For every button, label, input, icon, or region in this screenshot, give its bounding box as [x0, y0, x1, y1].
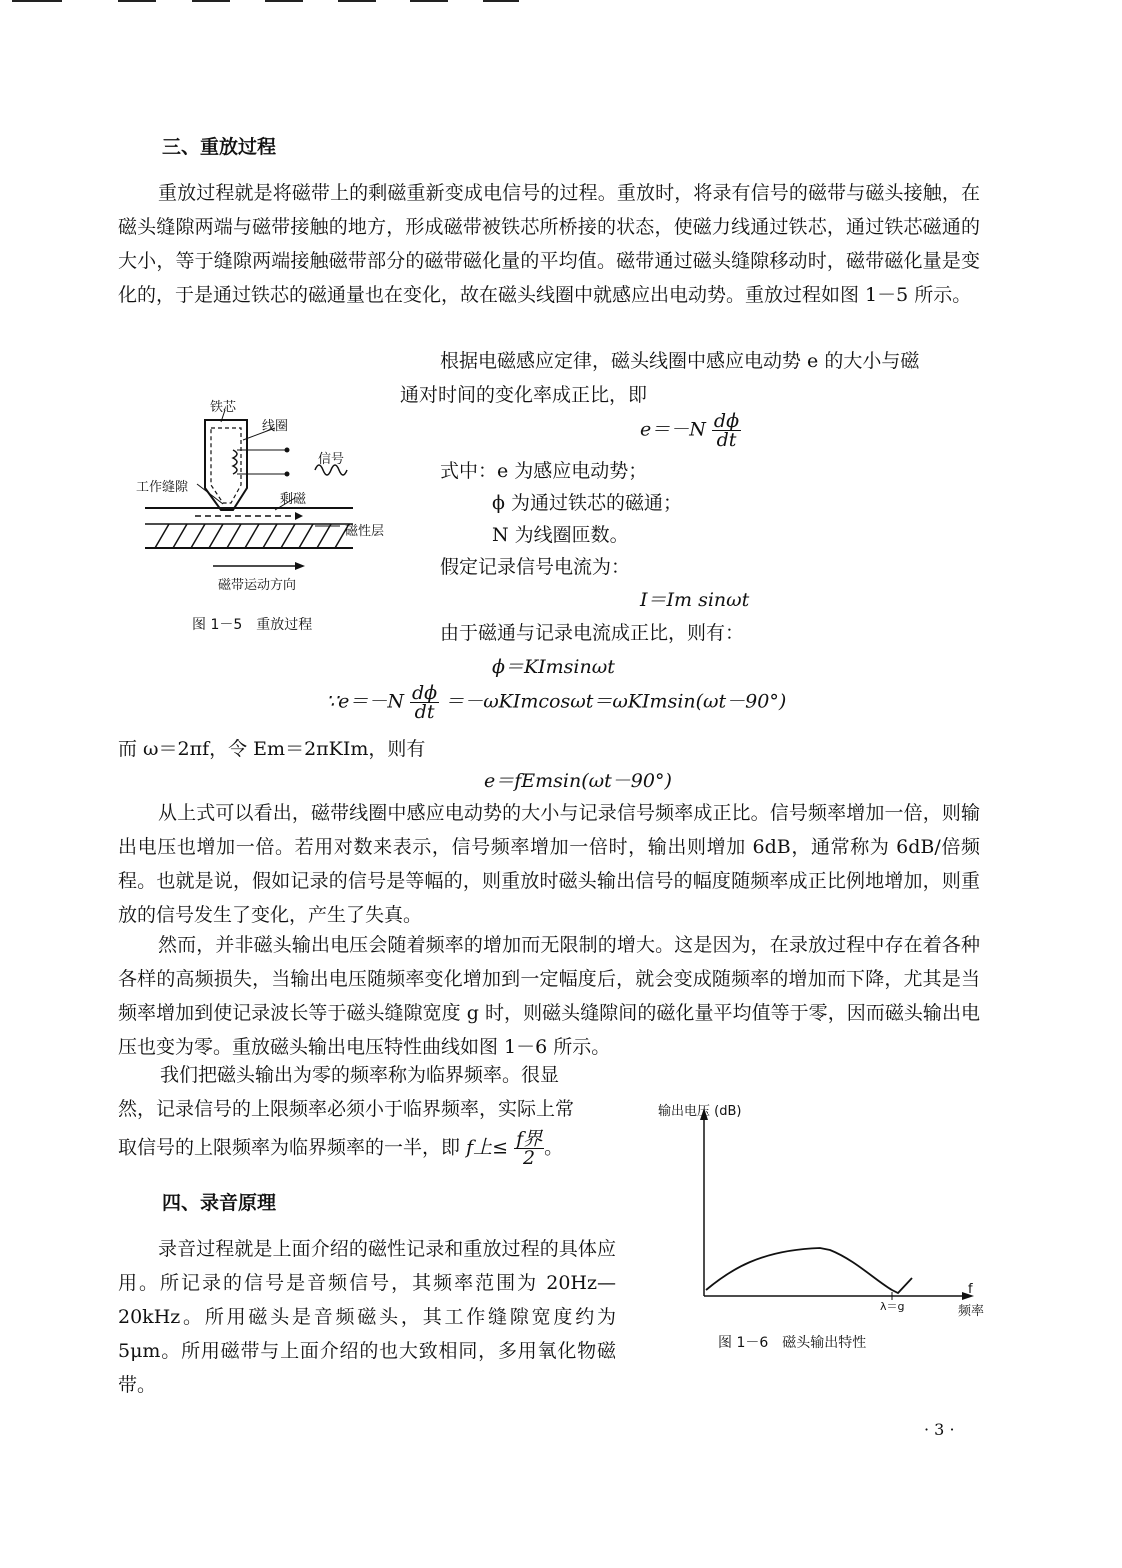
equation: e＝－N $\frac{d\phi}{dt}$ — [640, 410, 740, 451]
text-line: ϕ 为通过铁芯的磁通； — [492, 492, 682, 514]
section-title: 四、录音原理 — [162, 1192, 277, 1214]
text-line: 由于磁通与记录电流成正比，则有： — [440, 622, 745, 644]
text-line: 而 ω＝2πf，令 Em＝2πKIm，则有 — [118, 738, 426, 760]
figure-caption: 图 1－5 重放过程 — [192, 617, 313, 633]
figure-caption: 图 1－6 磁头输出特性 — [718, 1335, 867, 1351]
text-line: 取信号的上限频率为临界频率的一半，即 f上≤ $\frac{\text{f界}}{2}$ 。 — [118, 1128, 564, 1169]
label-direction: 磁带运动方向 — [218, 578, 297, 593]
paragraph: 从上式可以看出，磁带线圈中感应电动势的大小与记录信号频率成正比。信号频率增加一倍，则输出电压也增加一倍。若用对数来表示，信号频率增加一倍时，输出则增加 6dB，通常称为 6dB/倍频程。也就是说，假如记录的信号是等幅的，则重放时磁头输出信号的幅度随频率成正比例地增加，则重放的信号发生了变化，产生了失真。 — [118, 802, 980, 926]
figure-output-characteristic — [650, 1100, 990, 1320]
label-coil: 线圈 — [262, 419, 289, 434]
text-line: N 为线圈匝数。 — [492, 524, 629, 546]
equation: e＝fEmsin(ωt－90°) — [484, 770, 672, 792]
paragraph: 录音过程就是上面介绍的磁性记录和重放过程的具体应用。所记录的信号是音频信号，其频率范围为 20Hz—20kHz。所用磁头是音频磁头，其工作缝隙宽度约为 5μm。所用磁带与上面介绍的也大致相同，多用氧化物磁带。 — [118, 1238, 616, 1396]
fig16-marker: λ＝g — [880, 1300, 905, 1313]
equation: ϕ＝KImsinωt — [492, 656, 615, 678]
label-gap: 工作缝隙 — [136, 480, 189, 495]
label-signal: 信号 — [318, 452, 345, 467]
equation: I＝Im sinωt — [640, 589, 750, 611]
fig16-xlabel: 频率 — [958, 1304, 985, 1319]
page-number: · 3 · — [924, 1420, 955, 1439]
label-layer: 磁性层 — [345, 524, 385, 539]
section-title: 三、重放过程 — [162, 136, 277, 158]
text-line: 假定记录信号电流为： — [440, 556, 631, 578]
fig16-ylabel: 输出电压 (dB) — [658, 1104, 742, 1119]
paragraph: 然而，并非磁头输出电压会随着频率的增加而无限制的增大。这是因为，在录放过程中存在着各种各样的高频损失，当输出电压随频率变化增加到一定幅度后，就会变成随频率的增加而下降，尤其是当频率增加到使记录波长等于磁头缝隙宽度 g 时，则磁头缝隙间的磁化量平均值等于零，因而磁头输出电压也变为零。重放磁头输出电压特性曲线如图 1－6 所示。 — [118, 934, 980, 1058]
label-remanence: 剩磁 — [280, 492, 307, 507]
text-line: 我们把磁头输出为零的频率称为临界频率。很显 — [160, 1064, 560, 1086]
text-line: 然，记录信号的上限频率必须小于临界频率，实际上常 — [118, 1098, 575, 1120]
text-line: 式中：e 为感应电动势； — [440, 460, 648, 482]
equation: ∵e＝－N $\frac{d\phi}{dt}$ ＝－ωKImcosωt＝ωKImsin(ωt－90°) — [326, 682, 787, 723]
label-core: 铁芯 — [210, 400, 237, 415]
paragraph: 重放过程就是将磁带上的剩磁重新变成电信号的过程。重放时，将录有信号的磁带与磁头接触，在磁头缝隙两端与磁带接触的地方，形成磁带被铁芯所桥接的状态，使磁力线通过铁芯，通过铁芯磁通的大小，等于缝隙两端接触磁带部分的磁带磁化量的平均值。磁带通过磁头缝隙移动时，磁带磁化量是变化的，于是通过铁芯的磁通量也在变化，故在磁头线圈中就感应出电动势。重放过程如图 1－5 所示。 — [118, 182, 980, 306]
text-line: 通对时间的变化率成正比，即 — [400, 384, 648, 406]
text-line: 根据电磁感应定律，磁头线圈中感应电动势 e 的大小与磁 — [440, 350, 920, 372]
fig16-xlabel-f: f — [968, 1282, 973, 1297]
